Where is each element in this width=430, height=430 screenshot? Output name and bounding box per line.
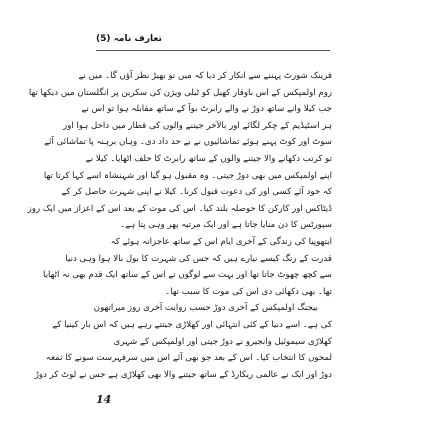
text-line: تھا۔ بھی دکھائی دی اس کی موت کا سبب تھا۔: [165, 286, 332, 297]
text-line: ایتھوپیا کی زندگی کے آخری ایام اس کے ساتھ عاجزانہ ہوئے کہ: [110, 236, 332, 247]
text-line: جب کیلا وانے ساتھ دوڑ نے والے رابرٹ بوآ کے ساتھ مقابلہ ہوا تو اس نے: [81, 104, 332, 115]
text-line: سپورٹس کا دن منایا جاتا ہے اور ایک مرتبہ پھر وہی پتا ہے۔: [120, 220, 332, 231]
text-line: ہر اسٹیڈیم کے چکر لگائے اور بالآخر جیتنے والوں کی قطار میں داخل ہوا اور: [63, 120, 332, 131]
text-line: روم اولمپکس کے اس باوقار کھیل کو ٹیلی ویژن کی سکرین پر انگلستان میں دیکھا تھا: [28, 87, 332, 98]
running-head: تعارف نامہ (5): [96, 34, 162, 44]
text-line: لمحوں کا انتخاب کیا۔ اس کے بعد جو بھی آئے اس میں سرفہرست سونے کا تمغہ: [45, 353, 332, 364]
body-text: [27, 68, 332, 383]
text-line: فرینک شورٹ پہننے سے انکار کر دیا کہ میں تو بھیڑ نظر آؤں گا۔ میں نے: [78, 71, 332, 81]
text-line: دوڑ اور ایک نے عالمی ریکارڈ کے ساتھ جیتنے والا بھی کھلاڑی ہے جس نے لوٹ کر دوڑ: [34, 369, 332, 380]
text-line: کھلاڑی سیموئیل وانجیرو نے دوڑ جیتی اور اولمپکس کے شہری: [113, 336, 332, 347]
text-line: سوٹ اور کوٹ پہنے ہوئے تماشائیوں نے بے حد داد دی۔ وہاں برہنہ پا تماشائی آئے: [44, 137, 332, 148]
text-line: سے کچھ چھوٹ جاتا تھا اور بہت سے لوگوں نے اس کے ساتھ ایک قدم بھی نہ اٹھایا: [43, 270, 332, 281]
header-rule: [96, 50, 330, 51]
text-line: کی ہے۔ اسے دنیا کے کئی انتہائی اور کھلاڑی جیتتے رہے ہیں کہ اس بار کینیا کے: [52, 319, 332, 330]
text-line: کہ خود آئے کسی اور کی دعوت قبول کرنا۔ کیلا نے اپنی شہرت حاصل کر کے: [61, 187, 332, 198]
text-line: تو کرتب دکھانے والا جیتنے والوں کے ساتھ رابرٹ کا حلف اٹھایا۔ کیلا نے: [85, 153, 332, 164]
text-line: ڈیٹاکس اور کارکن کا حوصلہ بلند کیا۔ اس کی موت کے بعد اس کے اعزاز میں ایک روز: [27, 203, 332, 214]
text-line: بیجنگ اولمپکس کے آخری دوڑ حسب روایت آخری روز میراتھون: [93, 303, 318, 314]
page-number: 14: [96, 393, 112, 406]
text-line: قدرت کے رنگ کیسے نیارے ہیں کہ جس کی شہرت کا بول بالا ہوا وہی دنیا: [65, 253, 332, 264]
text-line: اپنے اولمپکس میں بھی دوڑ جیتی۔ وہ مقبول ہو گیا اور شہنشاہ اسے کہا کرتا تھا: [43, 170, 332, 181]
